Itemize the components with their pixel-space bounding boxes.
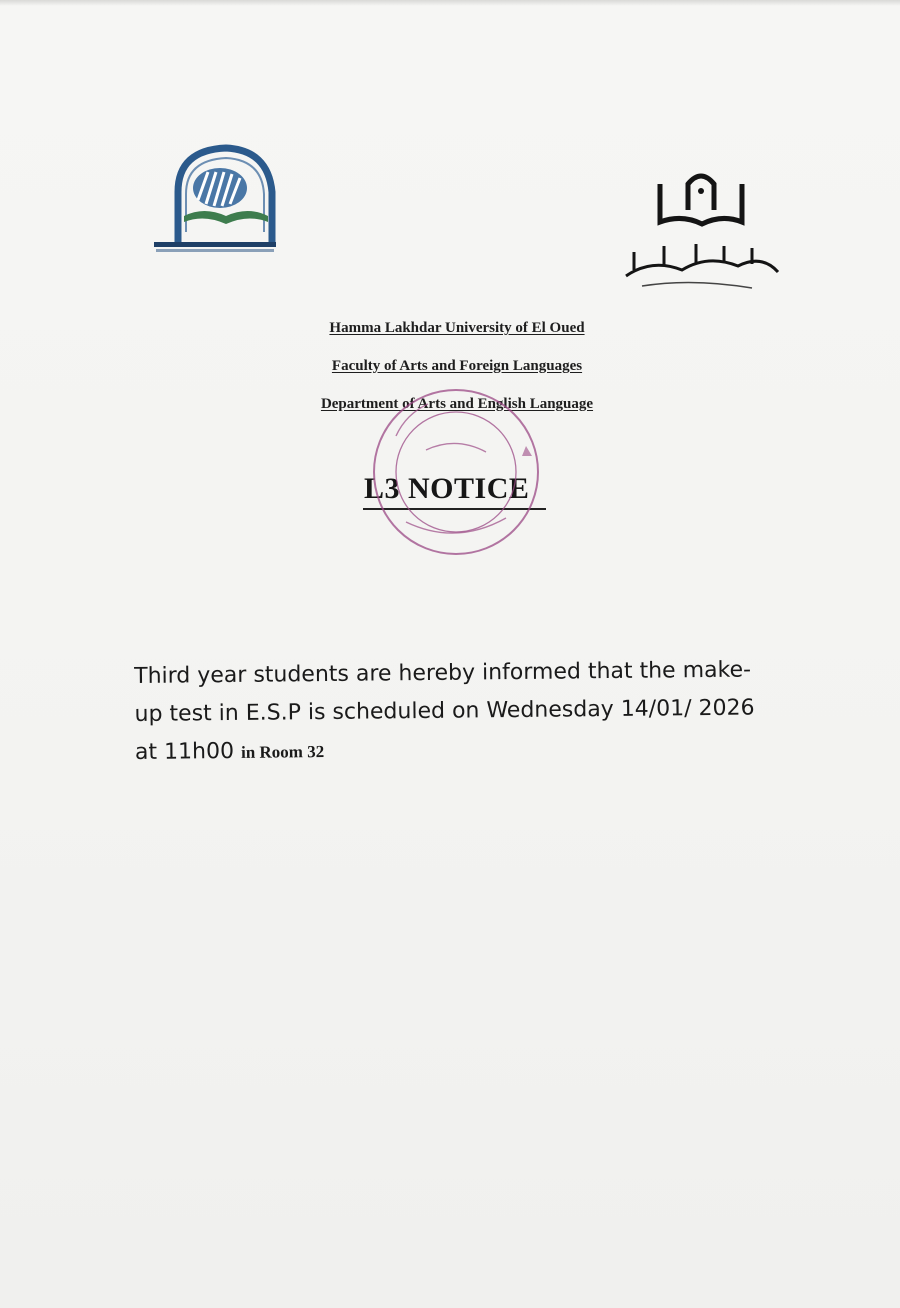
university-crest-icon [150,140,280,260]
notice-title: L3 NOTICE [364,472,530,505]
university-name: Hamma Lakhdar University of El Oued [329,320,585,336]
faculty-calligraphy-icon [612,166,784,306]
faculty-name: Faculty of Arts and Foreign Languages [331,358,583,374]
scan-edge [0,0,900,6]
department-stamp-icon [366,386,546,558]
department-name: Department of Arts and English Language [320,396,594,412]
notice-room: in Room 32 [240,742,325,762]
notice-body [134,651,775,773]
notice-body-main: Third year students are hereby informed that the make-up test in E.S.P is scheduled on Wednesday 14/01/ 2026 at 11h00 [134,657,755,765]
